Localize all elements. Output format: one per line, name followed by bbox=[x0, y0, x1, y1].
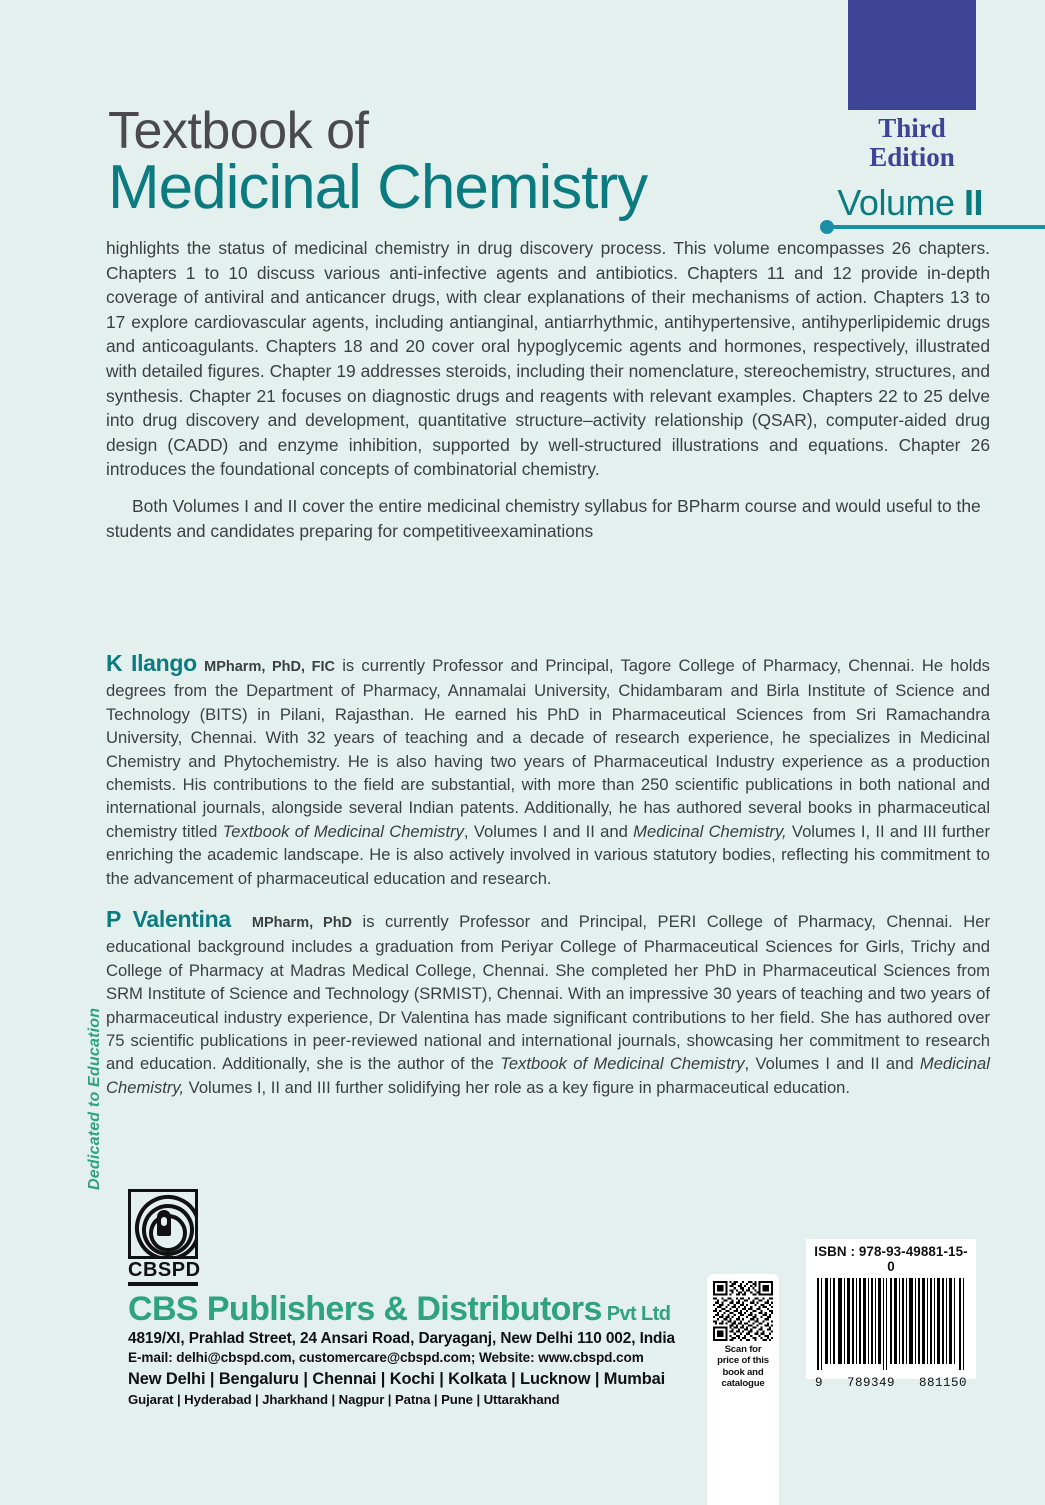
author-bio-text-1b: , Volumes I and II and bbox=[463, 821, 634, 841]
cbspd-emblem-icon bbox=[128, 1189, 198, 1259]
isbn-barcode-box bbox=[806, 1239, 976, 1391]
author-book-title-1b: Medicinal Chemistry, bbox=[633, 821, 787, 841]
ean-left-digit: 9 bbox=[815, 1376, 824, 1391]
publisher-cities-secondary: Gujarat | Hyderabad | Jharkhand | Nagpur | Patna | Pune | Uttarakhand bbox=[128, 1391, 560, 1407]
ean-digits bbox=[814, 1376, 968, 1390]
blurb-paragraph-two: Both Volumes I and II cover the entire medicinal chemistry syllabus for BPharm course and would useful to the students and candidates preparing for competitiveexaminations bbox=[106, 495, 981, 541]
author-bio-text-2b: , Volumes I and II and bbox=[744, 1054, 920, 1074]
author-bio-ilango bbox=[106, 652, 990, 890]
ean-group-two: 881150 bbox=[918, 1376, 967, 1391]
author-bio-text-1a: is currently Professor and Principal, Tagore College of Pharmacy, Chennai. He holds degrees from the Department of Pharmacy, Annamalai University, Chidambaram and Birla Institute of Science and Technology (BITS) in Pilani, Rajasthan. He earned his PhD in Pharmaceutical Sciences from Sri Ramachandra University, Chennai. With 32 years of teaching and a decade of research experience, he specializes in Medicinal Chemistry and Phytochemistry. He is also having two years of Pharmaceutical Industry experience as a production chemists. His contributions to the field are substantial, with more than 250 scientific publications in both national and international journals, alongside several Indian patents. Additionally, he has authored several books in pharmaceutical chemistry titled bbox=[106, 656, 990, 841]
publisher-name bbox=[128, 1292, 688, 1328]
cbspd-logo-word: CBSPD bbox=[128, 1259, 201, 1281]
rule-dot-icon bbox=[820, 220, 834, 234]
qr-code-caption: Scan for price of this book and catalogue bbox=[717, 1344, 769, 1389]
author-name-valentina: P Valentina bbox=[106, 906, 231, 932]
qr-code-strip bbox=[707, 1274, 779, 1505]
blue-accent-block bbox=[848, 0, 976, 110]
author-book-title-2a: Textbook of Medicinal Chemistry bbox=[500, 1054, 745, 1074]
publisher-cities-primary: New Delhi | Bengaluru | Chennai | Kochi | Kolkata | Lucknow | Mumbai bbox=[128, 1369, 666, 1388]
blurb-paragraph-one: highlights the status of medicinal chemistry in drug discovery process. This volume encompasses 26 chapters. Chapters 1 to 10 discuss various anti-infective agents and antibiotics. Chapters 11 and 12 provide in-depth coverage of antiviral and anticancer drugs, with clear explanations of their mechanisms of action. Chapters 13 to 17 explore cardiovascular agents, including antianginal, antiarrhythmic, antihypertensive, antihyperlipidemic drugs and anticoagulants. Chapters 18 and 20 cover oral hypoglycemic agents and hormones, respectively, illustrated with detailed figures. Chapter 19 addresses steroids, including their nomenclature, stereochemistry, structures, and synthesis. Chapter 21 focuses on diagnostic drugs and reagents with relevant examples. Chapters 22 to 25 delve into drug discovery and development, quantitative structure–activity relationship (QSAR), computer-aided drug design (CADD) and enzyme inhibition, supported by well-structured illustrations and equations. Chapter 26 introduces the foundational concepts of combinatorial chemistry. bbox=[106, 238, 990, 480]
publisher-contact: E-mail: delhi@cbspd.com, customercare@cbspd.com; Website: www.cbspd.com bbox=[128, 1350, 644, 1366]
edition-label bbox=[847, 114, 977, 172]
volume-rule bbox=[820, 220, 1045, 234]
title-block bbox=[108, 104, 788, 220]
publisher-name-suffix: Pvt Ltd bbox=[601, 1303, 671, 1325]
publisher-block bbox=[128, 1189, 688, 1409]
logo-lamp-icon bbox=[157, 1210, 171, 1236]
author-degrees-ilango: MPharm, PhD, FIC bbox=[204, 659, 336, 675]
cbspd-logo bbox=[128, 1189, 200, 1286]
ean-group-one: 789349 bbox=[846, 1376, 895, 1391]
author-book-title-1a: Textbook of Medicinal Chemistry bbox=[222, 821, 464, 841]
publisher-tagline: Dedicated to Education bbox=[86, 1007, 103, 1190]
publisher-name-main: CBS Publishers & Distributors bbox=[128, 1290, 602, 1328]
isbn-text: ISBN : 978-93-49881-15-0 bbox=[814, 1244, 968, 1274]
author-degrees-valentina: MPharm, PhD bbox=[251, 915, 353, 931]
author-bio-text-2a: is currently Professor and Principal, PERI College of Pharmacy, Chennai. Her educational background includes a graduation from Periyar College of Pharmaceutical Sciences for Girls, Trichy and College of Pharmacy at Madras Medical College, Chennai. She completed her PhD in Pharmaceutical Sciences from SRM Institute of Science and Technology (SRMIST), Chennai. With an impressive 30 years of teaching and two years of pharmaceutical industry experience, Dr Valentina has made significant contributions to her field. She has authored over 75 scientific publications in peer-reviewed national and international journals, showcasing her commitment to research and education. Additionally, she is the author of the bbox=[106, 912, 991, 1074]
author-name-ilango: K Ilango bbox=[106, 650, 197, 676]
volume-label bbox=[837, 182, 983, 224]
publisher-address: 4819/XI, Prahlad Street, 24 Ansari Road, Daryaganj, New Delhi 110 002, India bbox=[128, 1329, 675, 1347]
qr-code-icon bbox=[713, 1281, 773, 1341]
edition-line-two: Edition bbox=[869, 142, 955, 173]
author-bio-text-2c: Volumes I, II and III further solidifying her role as a key figure in pharmaceutical education. bbox=[184, 1077, 851, 1097]
edition-line-one: Third bbox=[878, 113, 946, 143]
rule-line bbox=[829, 225, 1045, 229]
author-bio-text-1c: Volumes I, II and III further enriching the academic landscape. He is also actively involved in various statutory bodies, reflecting his commitment to the advancement of pharmaceutical education and research. bbox=[106, 821, 990, 888]
volume-word: Volume bbox=[837, 182, 964, 223]
title-line-two: Medicinal Chemistry bbox=[108, 152, 648, 222]
author-book-title-2b: Medicinal Chemistry, bbox=[106, 1054, 990, 1097]
author-bio-valentina bbox=[106, 908, 990, 1099]
barcode-icon bbox=[814, 1278, 968, 1370]
cbspd-logo-underline bbox=[128, 1282, 198, 1286]
title-line-one: Textbook of bbox=[108, 102, 369, 160]
volume-number: II bbox=[963, 182, 983, 223]
back-cover-blurb bbox=[106, 236, 990, 543]
